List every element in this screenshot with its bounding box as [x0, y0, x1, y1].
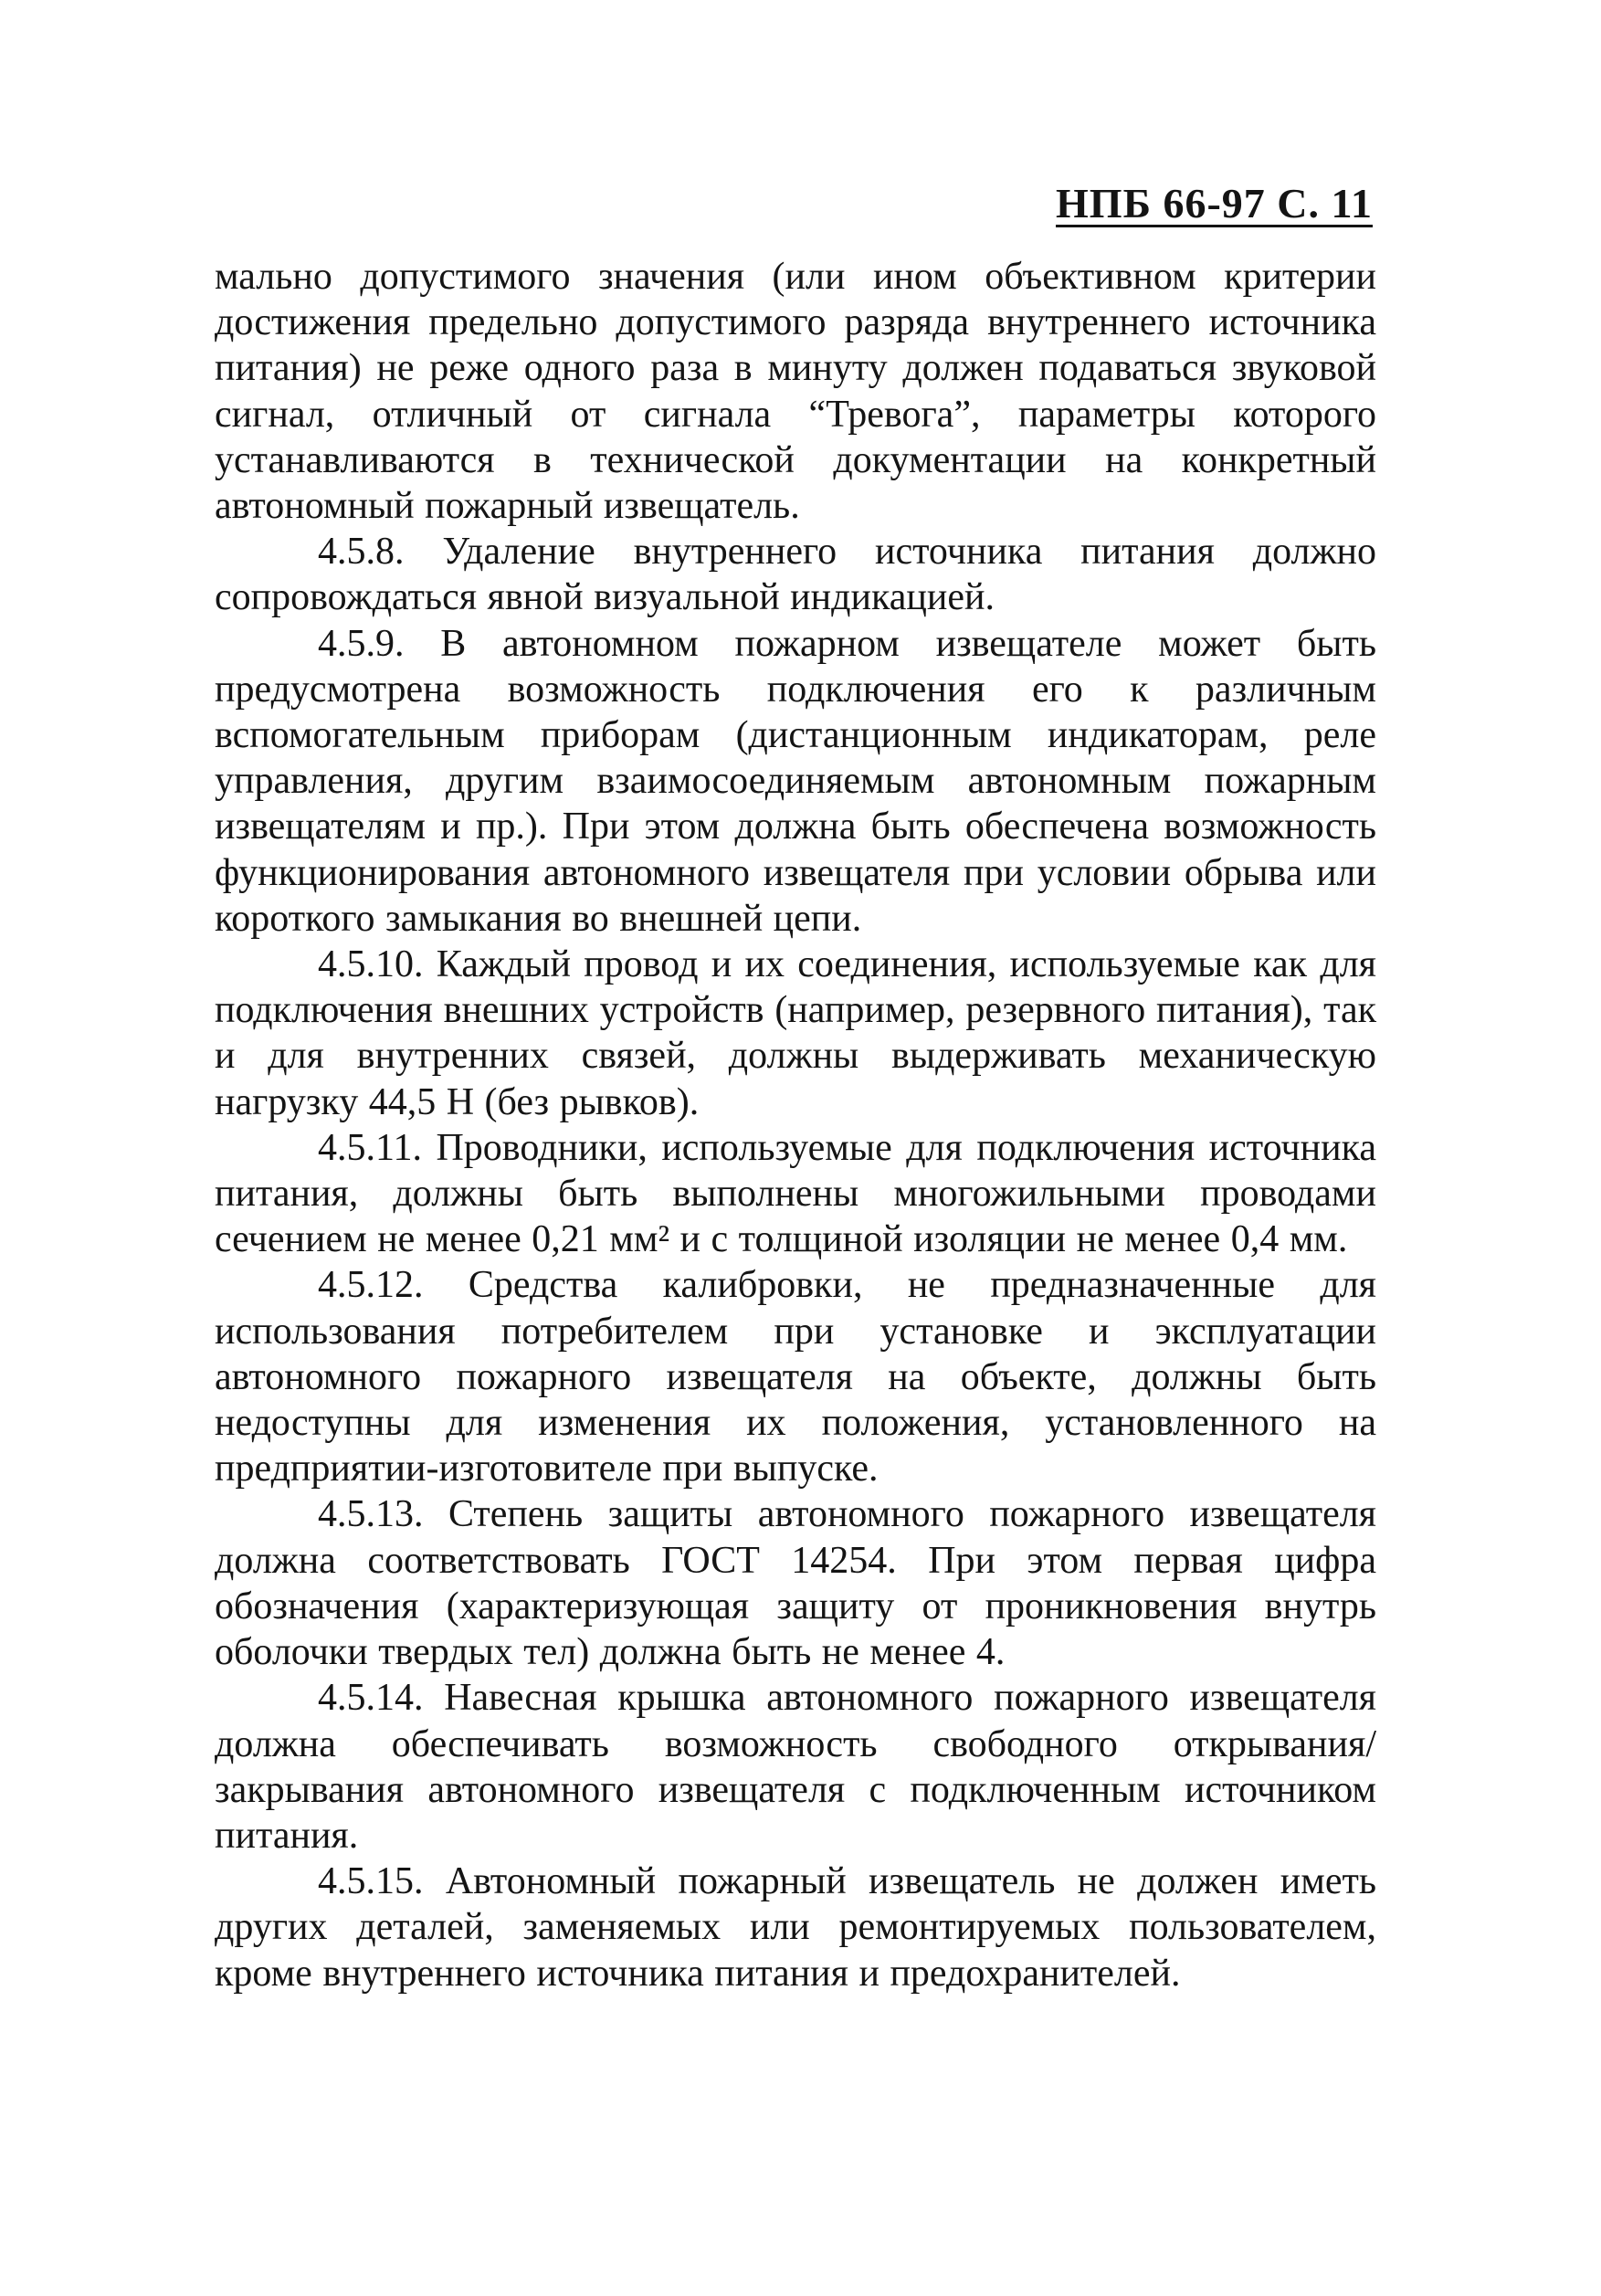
paragraph-4-5-15: 4.5.15. Автономный пожарный извещатель не должен иметь других деталей, заменяемых или ремонтируемых пользователем, кроме внутреннего источника питания и предохранителей.: [215, 1860, 1376, 1995]
body-text: [215, 254, 1376, 1996]
paragraph-4-5-13: 4.5.13. Степень защиты автономного пожарного извещателя должна соответствовать ГОСТ 14254. При этом первая цифра обозначения (характеризующая защиту от проникновения внутрь оболочки твердых тел) должна быть не менее 4.: [215, 1493, 1376, 1674]
paragraph-4-5-8: 4.5.8. Удаление внутреннего источника питания должно сопровождаться явной визуальной индикацией.: [215, 531, 1376, 619]
paragraph-4-5-11: 4.5.11. Проводники, используемые для подключения источника питания, должны быть выполнены многожильными проводами сечением не менее 0,21 мм² и с толщиной изоляции не менее 0,4 мм.: [215, 1126, 1376, 1261]
paragraph-4-5-10: 4.5.10. Каждый провод и их соединения, используемые как для подключения внешних устройств (например, резервного питания), так и для внутренних связей, должны выдерживать механическую нагрузку 44,5 Н (без рывков).: [215, 943, 1376, 1123]
paragraph-4-5-12: 4.5.12. Средства калибровки, не предназначенные для использования потребителем при установке и эксплуатации автономного пожарного извещателя на объекте, должны быть недоступны для изменения их положения, установленного на предприятии-изготовителе при выпуске.: [215, 1264, 1376, 1490]
paragraph-4-5-9: 4.5.9. В автономном пожарном извещателе может быть предусмотрена возможность подключения его к различным вспомогательным приборам (дистанционным индикаторам, реле управления, другим взаимосоединяемым автономным пожарным извещателям и пр.). При этом должна быть обеспечена возможность функционирования автономного извещателя при условии обрыва или короткого замыкания во внешней цепи.: [215, 622, 1376, 940]
paragraph-4-5-14: 4.5.14. Навесная крышка автономного пожарного извещателя должна обеспечивать возможность свободного открывания/закрывания автономного извещателя с подключенным источником питания.: [215, 1677, 1376, 1857]
page-header-doc-ref: НПБ 66-97 С. 11: [1056, 180, 1373, 226]
paragraph-continuation: мально допустимого значения (или ином объективном критерии достижения предельно допустимого разряда внутреннего источника питания) не реже одного раза в минуту должен подаваться звуковой сигнал, отличный от сигнала “Тревога”, параметры которого устанавливаются в технической документации на конкретный автономный пожарный извещатель.: [215, 256, 1376, 528]
